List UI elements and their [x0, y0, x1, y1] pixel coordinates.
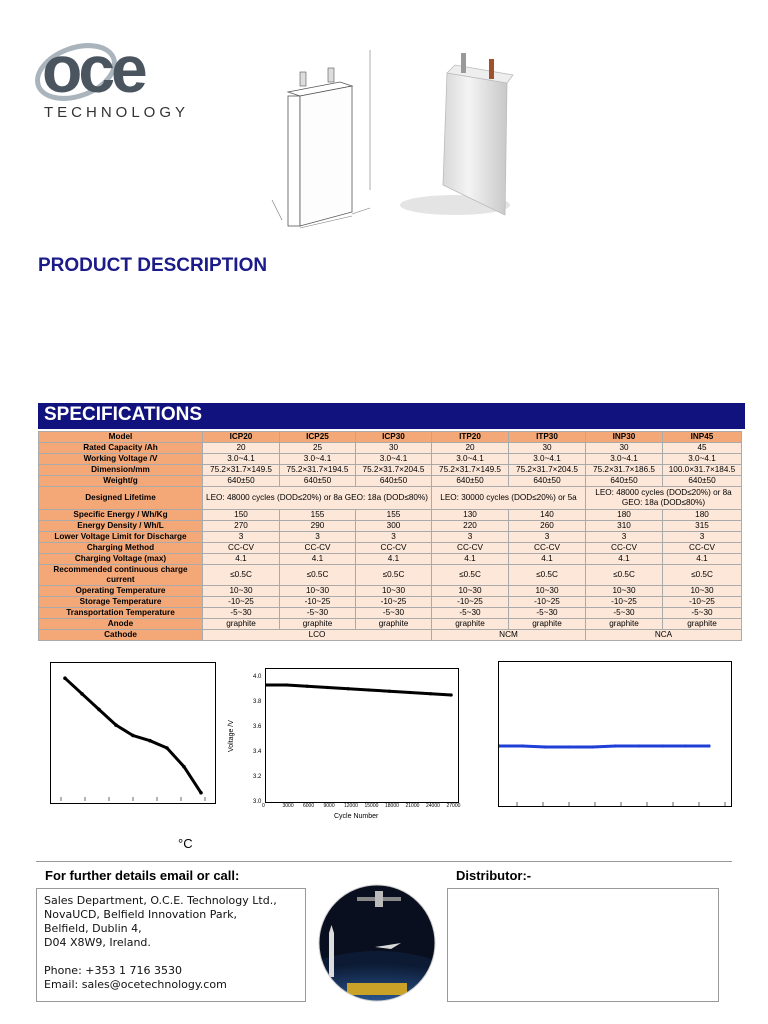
table-cell: CC-CV: [203, 543, 280, 554]
table-cell: ≤0.5C: [586, 565, 663, 586]
x-tick-label: 27000: [446, 803, 461, 809]
cycle-chart-ylabel: Voltage /V: [228, 720, 235, 752]
table-cell: 4.1: [509, 554, 586, 565]
table-row: [39, 532, 742, 543]
header-inp30: INP30: [586, 432, 663, 443]
table-cell: 130: [432, 510, 509, 521]
table-cell: 140: [509, 510, 586, 521]
address-line: D04 X8W9, Ireland.: [44, 936, 151, 949]
table-cell: 3: [432, 532, 509, 543]
phone-text: Phone: +353 1 716 3530: [44, 964, 182, 977]
table-cell: 4.1: [586, 554, 663, 565]
table-cell: -10~25: [432, 597, 509, 608]
x-tick-label: 24000: [426, 803, 440, 809]
cycle-point: [388, 690, 391, 693]
temperature-point: [614, 744, 617, 747]
distributor-box: [447, 888, 719, 1002]
table-cell: -10~25: [280, 597, 356, 608]
table-row: [39, 510, 742, 521]
table-cell: CC-CV: [432, 543, 509, 554]
table-cell: 3: [280, 532, 356, 543]
table-cell: 3: [663, 532, 742, 543]
temperature-point: [544, 745, 547, 748]
row-label: Cathode: [39, 630, 203, 641]
table-cell: 10~30: [432, 586, 509, 597]
y-tick-label: 3.0: [253, 799, 262, 805]
table-cell: 180: [663, 510, 742, 521]
row-label: Weight/g: [39, 476, 203, 487]
table-cell: -5~30: [432, 608, 509, 619]
table-cell: 75.2×31.7×204.5: [509, 465, 586, 476]
header-icp30: ICP30: [356, 432, 432, 443]
table-cell: 75.2×31.7×194.5: [280, 465, 356, 476]
row-label: Recommended continuous charge current: [39, 565, 203, 586]
table-cell: 10~30: [280, 586, 356, 597]
email-link[interactable]: Email: sales@ocetechnology.com: [44, 978, 227, 991]
table-cell: CC-CV: [280, 543, 356, 554]
temperature-point: [684, 744, 687, 747]
discharge-point: [148, 739, 152, 743]
cycle-point: [429, 692, 432, 695]
table-cell: 640±50: [432, 476, 509, 487]
temperature-point: [567, 745, 570, 748]
space-badge-image: [317, 883, 437, 1003]
table-cell: 30: [586, 443, 663, 454]
table-cell: 3: [509, 532, 586, 543]
y-tick-label: 3.2: [253, 774, 262, 780]
row-label: Storage Temperature: [39, 597, 203, 608]
table-row: [39, 597, 742, 608]
table-row: [39, 465, 742, 476]
table-cell: 3: [356, 532, 432, 543]
y-tick-label: 4.0: [253, 674, 262, 680]
cycle-chart-xlabel: Cycle Number: [334, 813, 379, 820]
table-cell: 3: [586, 532, 663, 543]
cycle-life-chart: [265, 668, 459, 803]
table-cell: graphite: [663, 619, 742, 630]
table-cell: 4.1: [663, 554, 742, 565]
header-inp45: INP45: [663, 432, 742, 443]
y-tick-label: 3.4: [253, 749, 262, 755]
table-cell: 20: [432, 443, 509, 454]
table-cell: 3.0~4.1: [203, 454, 280, 465]
temperature-point: [661, 744, 664, 747]
table-cell: 3.0~4.1: [432, 454, 509, 465]
product-description-heading: PRODUCT DESCRIPTION: [38, 255, 268, 276]
x-tick-label: 6000: [303, 803, 315, 809]
table-cell: 20: [203, 443, 280, 454]
table-cell: 4.1: [203, 554, 280, 565]
table-cell: 640±50: [356, 476, 432, 487]
table-cell: 75.2×31.7×186.5: [586, 465, 663, 476]
address-line: NovaUCD, Belfield Innovation Park,: [44, 908, 238, 921]
table-cell: 75.2×31.7×149.5: [432, 465, 509, 476]
table-cell: graphite: [280, 619, 356, 630]
x-tick-label: 3000: [282, 803, 294, 809]
logo-subtitle: TECHNOLOGY: [44, 104, 190, 121]
table-cell: 4.1: [280, 554, 356, 565]
row-label: Specific Energy / Wh/Kg: [39, 510, 203, 521]
x-tick-label: 21000: [405, 803, 420, 809]
row-label: Anode: [39, 619, 203, 630]
y-tick-label: 3.8: [253, 699, 262, 705]
table-header-row: [39, 432, 742, 443]
table-cell: ≤0.5C: [432, 565, 509, 586]
cycle-point: [326, 686, 329, 689]
table-cell: 315: [663, 521, 742, 532]
table-cell: CC-CV: [663, 543, 742, 554]
table-cell: 270: [203, 521, 280, 532]
discharge-point: [131, 734, 135, 738]
table-row: [39, 454, 742, 465]
table-cell: graphite: [356, 619, 432, 630]
cycle-point: [306, 685, 309, 688]
table-cell: 640±50: [203, 476, 280, 487]
discharge-point: [114, 723, 118, 727]
table-cell: CC-CV: [509, 543, 586, 554]
cathode-inp: NCA: [586, 630, 742, 641]
table-cell: 640±50: [663, 476, 742, 487]
table-cell: -5~30: [280, 608, 356, 619]
table-cell: 310: [586, 521, 663, 532]
table-cell: 3.0~4.1: [663, 454, 742, 465]
row-label: Transportation Temperature: [39, 608, 203, 619]
table-cell: 45: [663, 443, 742, 454]
table-cell: -5~30: [663, 608, 742, 619]
header-model: Model: [39, 432, 203, 443]
table-cell: graphite: [586, 619, 663, 630]
x-tick-label: 9000: [323, 803, 335, 809]
row-label: Lower Voltage Limit for Discharge: [39, 532, 203, 543]
table-cell: -5~30: [203, 608, 280, 619]
table-cell: -10~25: [509, 597, 586, 608]
table-row: [39, 608, 742, 619]
table-cell: ≤0.5C: [663, 565, 742, 586]
discharge-point: [165, 746, 169, 750]
row-label: Charging Method: [39, 543, 203, 554]
x-tick-label: 15000: [364, 803, 379, 809]
table-cell: 220: [432, 521, 509, 532]
specifications-table: [38, 431, 742, 641]
table-cell: 3.0~4.1: [509, 454, 586, 465]
table-cell: ≤0.5C: [509, 565, 586, 586]
table-cell: -5~30: [356, 608, 432, 619]
lifetime-inp: LEO: 48000 cycles (DOD≤20%) or 8a GEO: 18a (DOD≤80%): [586, 487, 742, 510]
table-cell: 640±50: [586, 476, 663, 487]
table-row: [39, 443, 742, 454]
discharge-point: [199, 791, 203, 795]
address-line: Belfield, Dublin 4,: [44, 922, 142, 935]
header-itp20: ITP20: [432, 432, 509, 443]
discharge-point: [182, 765, 186, 769]
table-cell: 4.1: [432, 554, 509, 565]
table-cell: 10~30: [203, 586, 280, 597]
table-row: [39, 586, 742, 597]
cell-photo: [395, 45, 530, 220]
table-cell: 30: [356, 443, 432, 454]
table-cell: ≤0.5C: [280, 565, 356, 586]
x-tick-label: 0: [262, 803, 265, 809]
table-row-lifetime: [39, 487, 742, 510]
table-cell: 3.0~4.1: [356, 454, 432, 465]
specifications-heading: SPECIFICATIONS: [44, 404, 202, 425]
table-cell: 150: [203, 510, 280, 521]
table-cell: CC-CV: [586, 543, 663, 554]
table-cell: 25: [280, 443, 356, 454]
x-tick-label: 18000: [385, 803, 399, 809]
logo-wordmark: oce: [42, 34, 144, 106]
table-cell: 155: [280, 510, 356, 521]
table-cell: 640±50: [509, 476, 586, 487]
table-cell: 75.2×31.7×204.5: [356, 465, 432, 476]
table-cell: -10~25: [203, 597, 280, 608]
row-label: Rated Capacity /Ah: [39, 443, 203, 454]
table-cell: -5~30: [586, 608, 663, 619]
temperature-unit-label: °C: [178, 836, 193, 851]
table-cell: -5~30: [509, 608, 586, 619]
table-cell: 290: [280, 521, 356, 532]
discharge-point: [97, 708, 101, 712]
address-line: Sales Department, O.C.E. Technology Ltd.,: [44, 894, 277, 907]
table-row: [39, 543, 742, 554]
table-cell: 10~30: [509, 586, 586, 597]
table-cell: graphite: [203, 619, 280, 630]
cathode-icp: LCO: [203, 630, 432, 641]
cycle-point: [285, 683, 288, 686]
header-itp30: ITP30: [509, 432, 586, 443]
table-cell: 3: [203, 532, 280, 543]
temperature-point: [591, 745, 594, 748]
row-label: Operating Temperature: [39, 586, 203, 597]
cycle-point: [450, 693, 453, 696]
table-cell: 30: [509, 443, 586, 454]
discharge-point: [63, 676, 67, 680]
table-cell: -10~25: [663, 597, 742, 608]
table-row: [39, 476, 742, 487]
table-row: [39, 521, 742, 532]
table-cell: graphite: [509, 619, 586, 630]
x-tick-label: 12000: [344, 803, 358, 809]
temperature-chart: [498, 661, 732, 807]
header-icp25: ICP25: [280, 432, 356, 443]
cell-technical-drawing: [270, 40, 395, 230]
discharge-curve-chart: [50, 662, 216, 804]
table-cell: 75.2×31.7×149.5: [203, 465, 280, 476]
table-cell: 10~30: [586, 586, 663, 597]
row-label: Energy Density / Wh/L: [39, 521, 203, 532]
row-label: Working Voltage /V: [39, 454, 203, 465]
footer-divider: [36, 861, 732, 862]
y-tick-label: 3.6: [253, 724, 262, 730]
table-cell: 155: [356, 510, 432, 521]
lifetime-icp: LEO: 48000 cycles (DOD≤20%) or 8a GEO: 18a (DOD≤80%): [203, 487, 432, 510]
contact-heading: For further details email or call:: [45, 868, 240, 883]
table-cell: 10~30: [356, 586, 432, 597]
table-cell: 300: [356, 521, 432, 532]
cycle-point: [367, 688, 370, 691]
row-label: Dimension/mm: [39, 465, 203, 476]
table-cell: graphite: [432, 619, 509, 630]
table-cell: 3.0~4.1: [280, 454, 356, 465]
table-cell: CC-CV: [356, 543, 432, 554]
cycle-point: [347, 687, 350, 690]
table-cell: 3.0~4.1: [586, 454, 663, 465]
table-cell: -10~25: [356, 597, 432, 608]
temperature-point: [637, 744, 640, 747]
row-label: Designed Lifetime: [39, 487, 203, 510]
table-cell: 100.0×31.7×184.5: [663, 465, 742, 476]
temperature-point: [521, 744, 524, 747]
cycle-series-line: [266, 685, 451, 695]
table-row: [39, 565, 742, 586]
temperature-series-line: [499, 746, 709, 747]
table-cell: -10~25: [586, 597, 663, 608]
lifetime-itp: LEO: 30000 cycles (DOD≤20%) or 5a: [432, 487, 586, 510]
table-cell: ≤0.5C: [203, 565, 280, 586]
row-label: Charging Voltage (max): [39, 554, 203, 565]
cathode-itp: NCM: [432, 630, 586, 641]
table-cell: ≤0.5C: [356, 565, 432, 586]
table-row-cathode: [39, 630, 742, 641]
table-row: [39, 619, 742, 630]
table-cell: 260: [509, 521, 586, 532]
table-cell: 640±50: [280, 476, 356, 487]
header-icp20: ICP20: [203, 432, 280, 443]
table-row: [39, 554, 742, 565]
discharge-point: [80, 692, 84, 696]
cycle-point: [408, 691, 411, 694]
table-cell: 10~30: [663, 586, 742, 597]
table-cell: 180: [586, 510, 663, 521]
table-cell: 4.1: [356, 554, 432, 565]
temperature-point: [707, 744, 710, 747]
distributor-heading: Distributor:-: [456, 868, 532, 883]
